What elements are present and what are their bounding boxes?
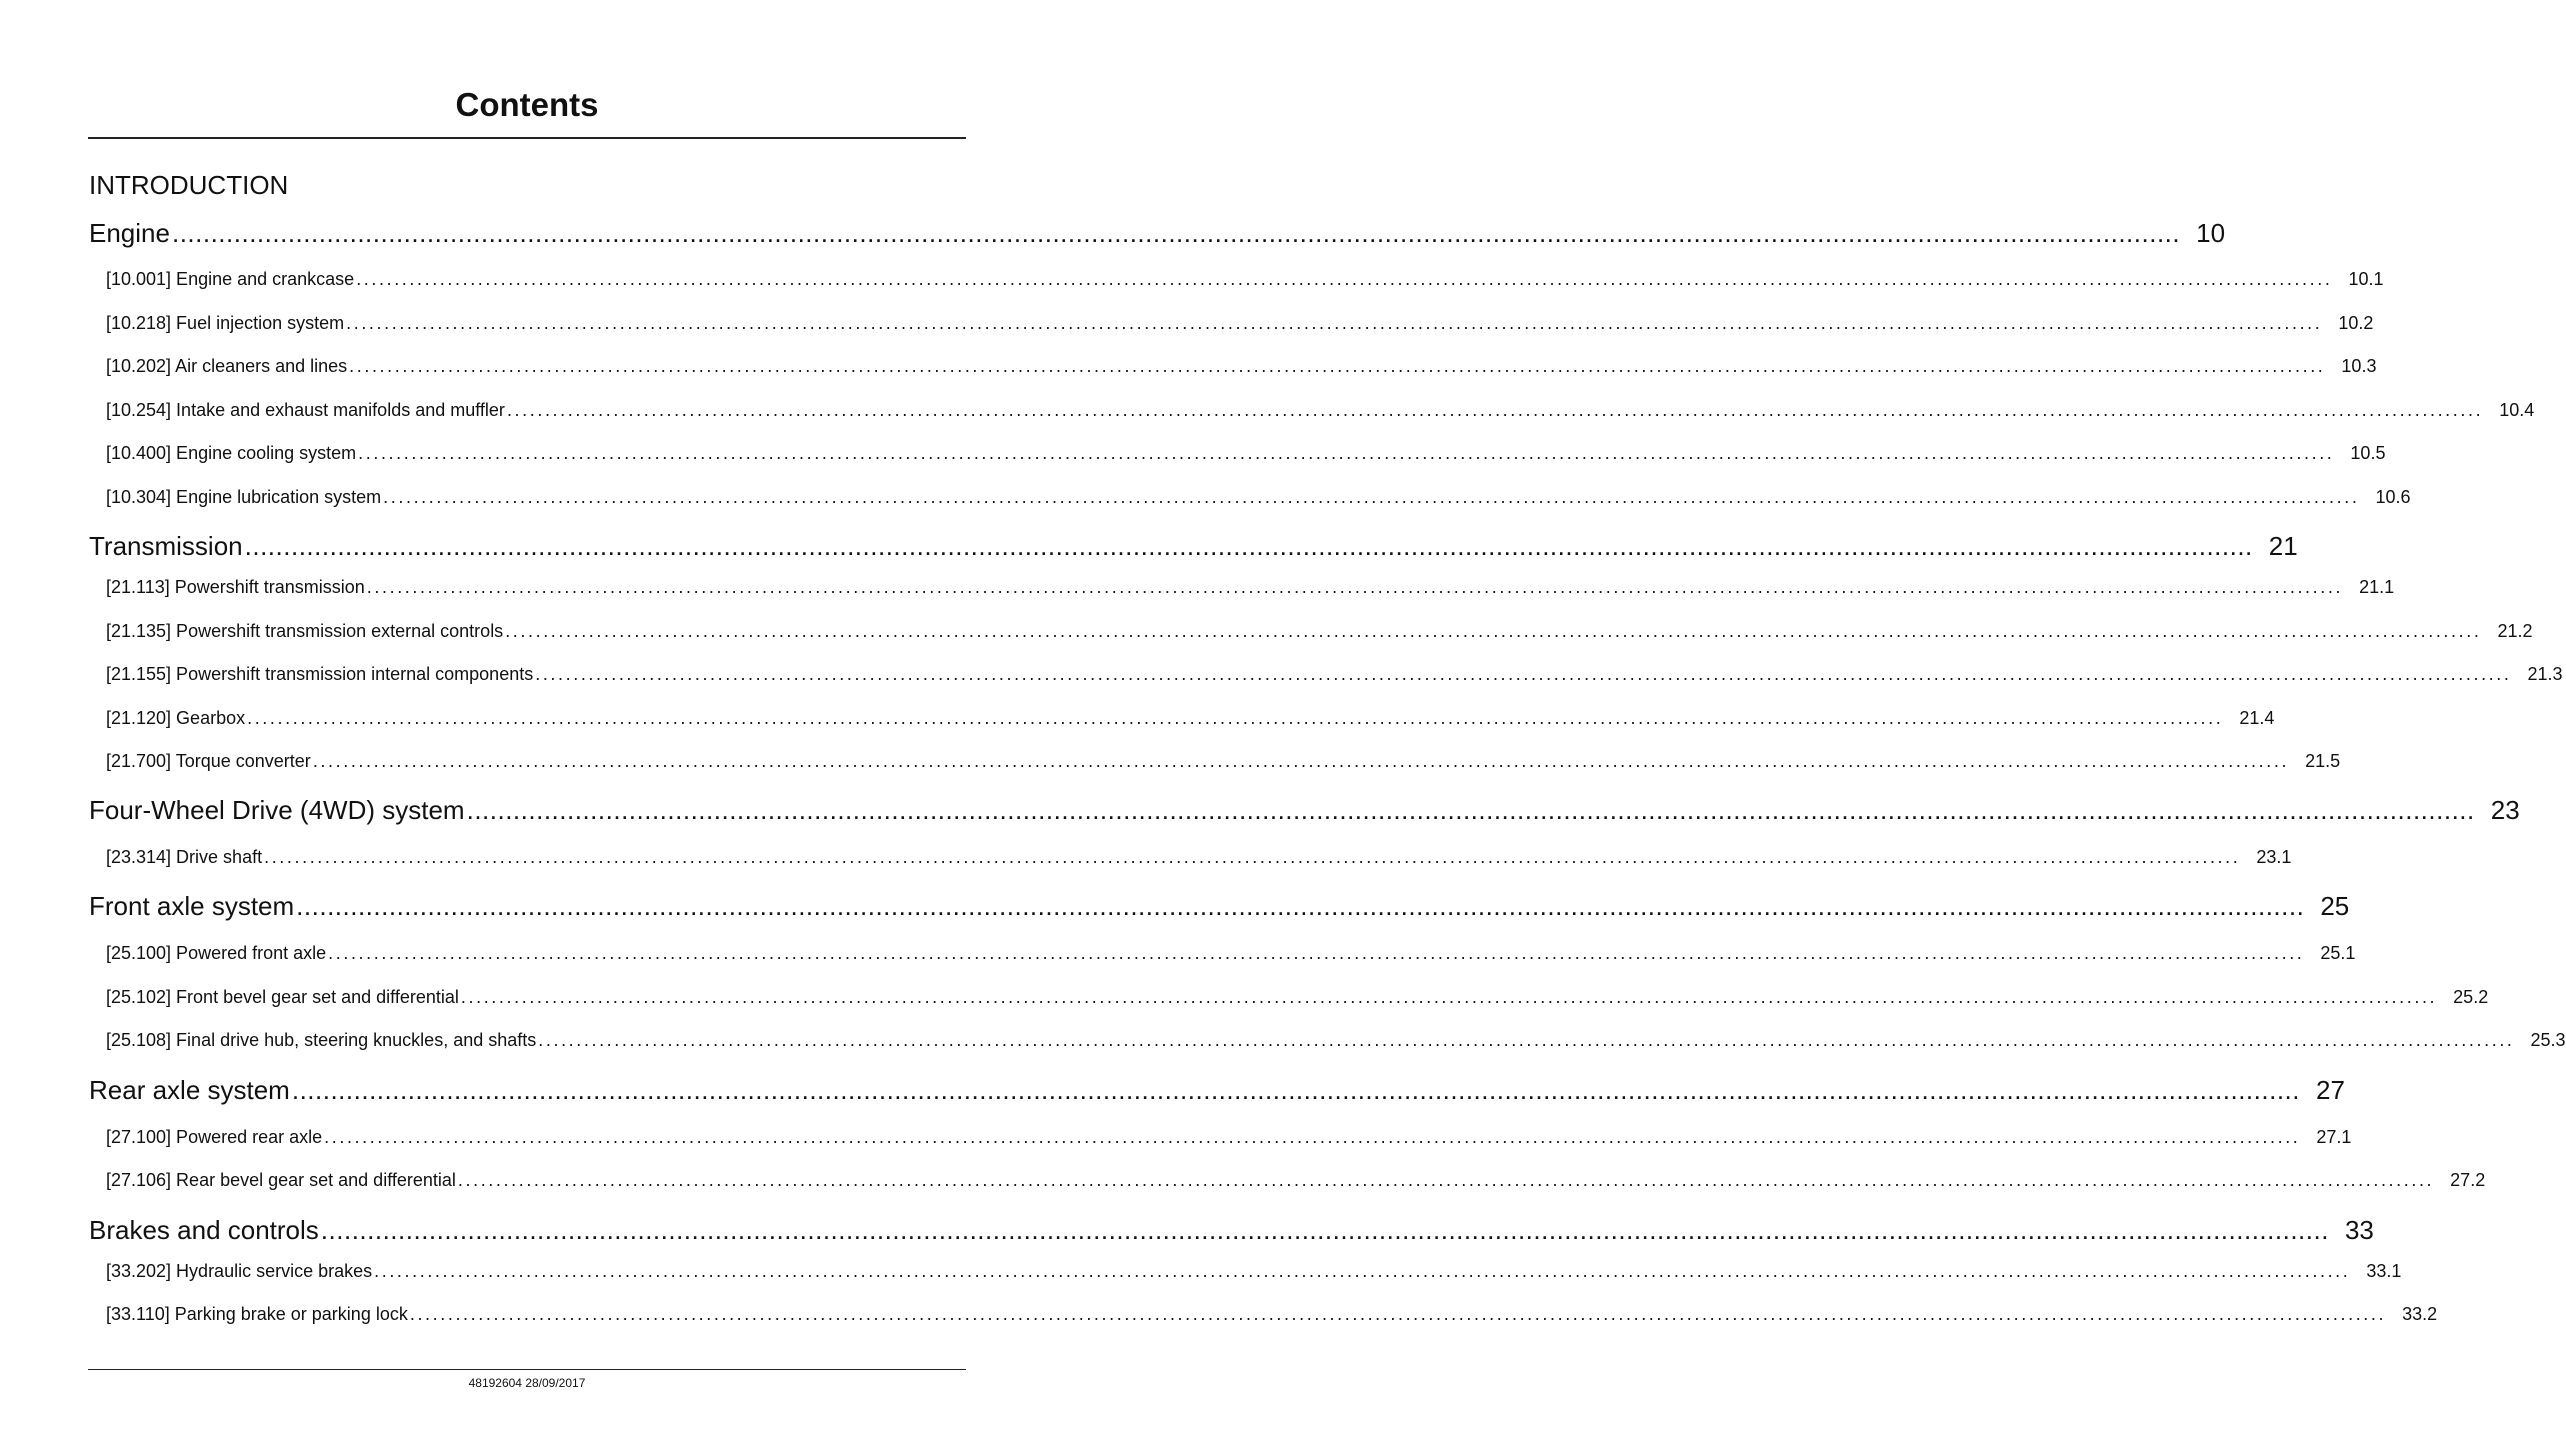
toc-entry[interactable]: [10.218] Fuel injection system .................................................................................................................................................................................................................................................................... 10.2 <box>106 313 2374 333</box>
dot-leader: .................................................................................................................................................................................................................................................................... <box>538 1030 2515 1050</box>
toc-entry[interactable]: [21.113] Powershift transmission .................................................................................................................................................................................................................................................................... 21.1 <box>106 577 2395 597</box>
toc-entry[interactable]: [21.135] Powershift transmission external controls .................................................................................................................................................................................................................................................................... 21.2 <box>106 621 2533 641</box>
toc-entry[interactable]: [23.314] Drive shaft .................................................................................................................................................................................................................................................................... 23.1 <box>106 847 2292 867</box>
footer-rule <box>88 1369 966 1370</box>
toc-section-brakes[interactable]: Brakes and controls .................................................................................................................................................................................................................................................................... 33 <box>89 1215 2374 1245</box>
page-title: Contents <box>455 86 599 123</box>
dot-leader: .................................................................................................................................................................................................................................................................... <box>409 1304 2387 1324</box>
toc-section-transmission[interactable]: Transmission .................................................................................................................................................................................................................................................................... 21 <box>89 531 2298 561</box>
dot-leader: .................................................................................................................................................................................................................................................................... <box>312 751 2290 771</box>
dot-leader: .................................................................................................................................................................................................................................................................... <box>264 847 2241 867</box>
toc-section-rear-axle[interactable]: Rear axle system .................................................................................................................................................................................................................................................................... 27 <box>89 1075 2345 1105</box>
toc-entry[interactable]: [33.202] Hydraulic service brakes .................................................................................................................................................................................................................................................................... 33.1 <box>106 1261 2402 1281</box>
dot-leader: .................................................................................................................................................................................................................................................................... <box>328 943 2305 963</box>
toc-entry[interactable]: [25.108] Final drive hub, steering knuckles, and shafts .................................................................................................................................................................................................................................................................... 25.3 <box>106 1030 2566 1050</box>
toc-entry[interactable]: [10.304] Engine lubrication system .................................................................................................................................................................................................................................................................... 10.6 <box>106 487 2411 507</box>
toc-entry[interactable]: [27.106] Rear bevel gear set and differential .................................................................................................................................................................................................................................................................... 27.2 <box>106 1170 2486 1190</box>
dot-leader: .................................................................................................................................................................................................................................................................... <box>506 400 2484 420</box>
dot-leader: .................................................................................................................................................................................................................................................................... <box>247 708 2224 728</box>
dot-leader: .................................................................................................................................................................................................................................................................... <box>296 891 2305 921</box>
dot-leader: .................................................................................................................................................................................................................................................................... <box>505 621 2482 641</box>
toc-entry[interactable]: [10.202] Air cleaners and lines .................................................................................................................................................................................................................................................................... 10.3 <box>106 356 2377 376</box>
toc-entry[interactable]: [33.110] Parking brake or parking lock .................................................................................................................................................................................................................................................................... 33.2 <box>106 1304 2438 1324</box>
dot-leader: .................................................................................................................................................................................................................................................................... <box>171 218 2181 248</box>
dot-leader: .................................................................................................................................................................................................................................................................... <box>383 487 2360 507</box>
dot-leader: .................................................................................................................................................................................................................................................................... <box>244 531 2253 561</box>
dot-leader: .................................................................................................................................................................................................................................................................... <box>366 577 2344 597</box>
toc-entry[interactable]: [21.155] Powershift transmission internal components .................................................................................................................................................................................................................................................................... 21.3 <box>106 664 2563 684</box>
toc-section-front-axle[interactable]: Front axle system .................................................................................................................................................................................................................................................................... 25 <box>89 891 2350 921</box>
dot-leader: .................................................................................................................................................................................................................................................................... <box>346 313 2323 333</box>
dot-leader: .................................................................................................................................................................................................................................................................... <box>320 1215 2329 1245</box>
toc-entry[interactable]: [10.254] Intake and exhaust manifolds and muffler .................................................................................................................................................................................................................................................................... 10.4 <box>106 400 2535 420</box>
dot-leader: .................................................................................................................................................................................................................................................................... <box>460 987 2438 1007</box>
dot-leader: .................................................................................................................................................................................................................................................................... <box>356 269 2333 289</box>
dot-leader: .................................................................................................................................................................................................................................................................... <box>374 1261 2351 1281</box>
dot-leader: .................................................................................................................................................................................................................................................................... <box>466 795 2475 825</box>
toc-entry[interactable]: [21.120] Gearbox .................................................................................................................................................................................................................................................................... 21.4 <box>106 708 2275 728</box>
toc-entry[interactable]: [21.700] Torque converter .................................................................................................................................................................................................................................................................... 21.5 <box>106 751 2341 771</box>
dot-leader: .................................................................................................................................................................................................................................................................... <box>291 1075 2300 1105</box>
dot-leader: .................................................................................................................................................................................................................................................................... <box>358 443 2335 463</box>
toc-entry[interactable]: [27.100] Powered rear axle .................................................................................................................................................................................................................................................................... 27.1 <box>106 1127 2352 1147</box>
intro-heading[interactable]: INTRODUCTION <box>89 170 289 200</box>
dot-leader: .................................................................................................................................................................................................................................................................... <box>535 664 2512 684</box>
dot-leader: .................................................................................................................................................................................................................................................................... <box>457 1170 2435 1190</box>
toc-section-4wd[interactable]: Four-Wheel Drive (4WD) system .................................................................................................................................................................................................................................................................... 23 <box>89 795 2520 825</box>
toc-entry[interactable]: [10.400] Engine cooling system .................................................................................................................................................................................................................................................................... 10.5 <box>106 443 2386 463</box>
footer-text: 48192604 28/09/2017 <box>468 1376 586 1390</box>
dot-leader: .................................................................................................................................................................................................................................................................... <box>349 356 2326 376</box>
toc-entry[interactable]: [10.001] Engine and crankcase .................................................................................................................................................................................................................................................................... 10.1 <box>106 269 2384 289</box>
toc-entry[interactable]: [25.102] Front bevel gear set and differential .................................................................................................................................................................................................................................................................... 25.2 <box>106 987 2489 1007</box>
dot-leader: .................................................................................................................................................................................................................................................................... <box>324 1127 2301 1147</box>
header-rule <box>88 137 966 139</box>
toc-section-engine[interactable]: Engine .................................................................................................................................................................................................................................................................... 10 <box>89 218 2226 248</box>
toc-entry[interactable]: [25.100] Powered front axle .................................................................................................................................................................................................................................................................... 25.1 <box>106 943 2356 963</box>
